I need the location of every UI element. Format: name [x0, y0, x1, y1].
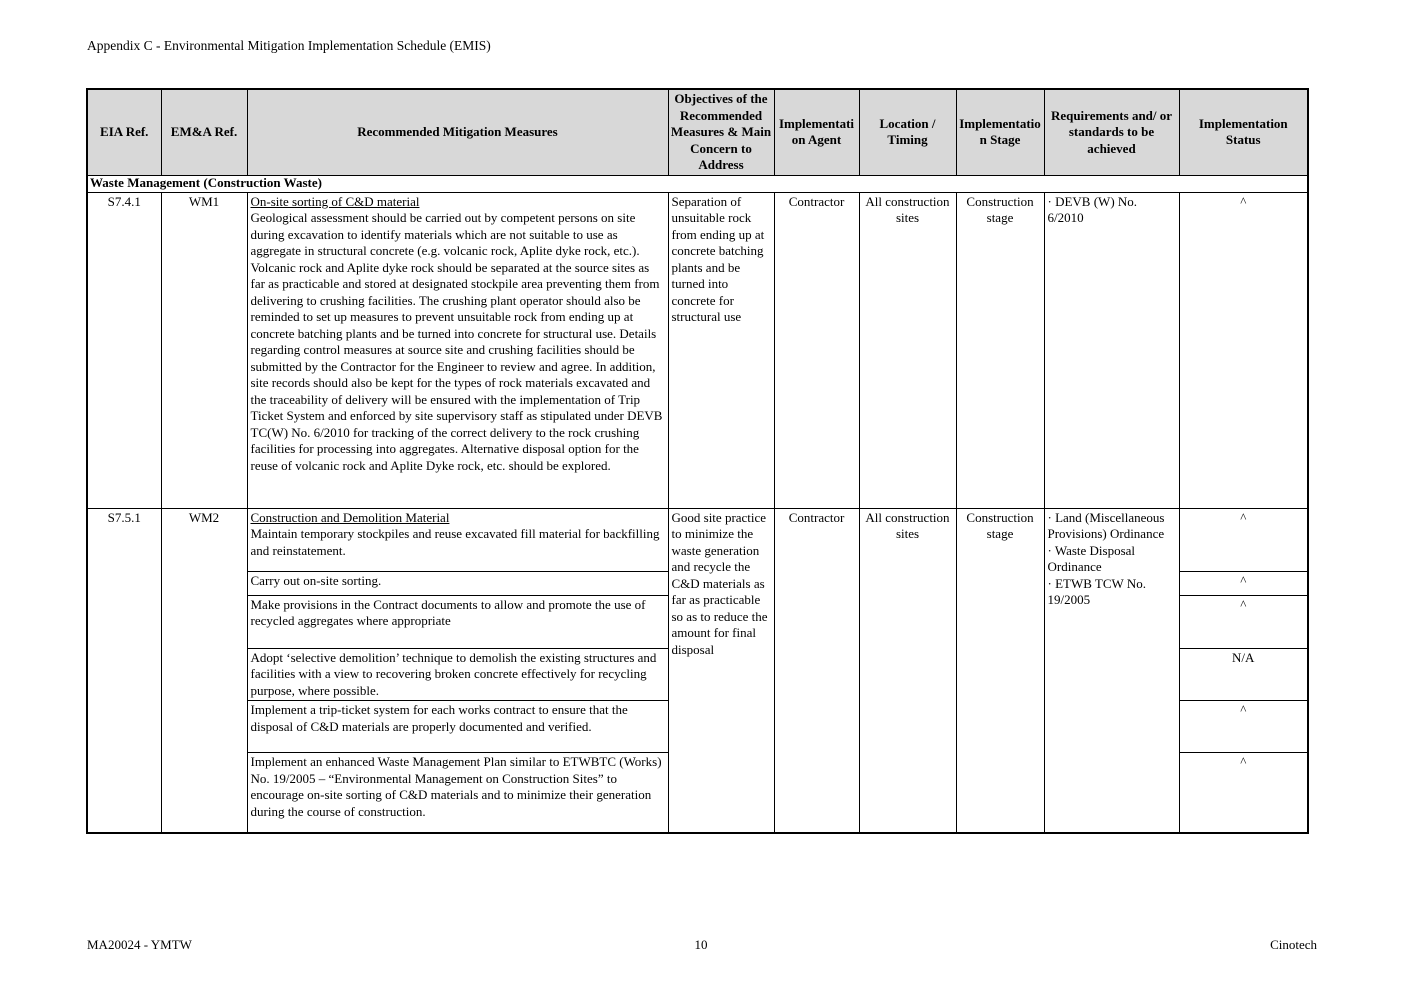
- column-header-status: Implementation Status: [1179, 89, 1308, 175]
- table-row-wm1: [87, 192, 1308, 508]
- agent-cell: Contractor: [774, 192, 859, 508]
- status-cell: ^: [1179, 753, 1308, 833]
- measure-cell: Make provisions in the Contract documents to allow and promote the use of recycled aggregates where appropriate: [247, 595, 668, 648]
- column-header-objectives: Objectives of the Recommended Measures & Main Concern to Address: [668, 89, 774, 175]
- requirements-cell: [1044, 508, 1179, 833]
- stage-cell: Construction stage: [956, 192, 1044, 508]
- measure-body: Geological assessment should be carried out by competent persons on site during excavation to identify materials which are not suitable to use as aggregate in structural concrete (e.g. volcanic rock, Aplite dyke rock, etc.). Volcanic rock and Aplite dyke rock should be separated at the source sites as far as practicable and stored at designated stockpile area preventing them from delivering to crushing facilities. The crushing plant operator should also be reminded to set up measures to prevent unsuitable rock from ending up at concrete batching plants and be turned into concrete for structural use. Details regarding control measures at source site and crushing facilities should be submitted by the Contractor for the Engineer to review and agree. In addition, site records should also be kept for the types of rock materials excavated and the traceability of delivery will be ensured with the implementation of Trip Ticket System and enforced by site supervisory staff as stipulated under DEVB TC(W) No. 6/2010 for tracking of the correct delivery to the rock crushing facilities for processing into aggregates. Alternative disposal option for the reuse of volcanic rock and Aplite Dyke rock, etc. should be explored.: [250, 210, 663, 473]
- stage-cell: Construction stage: [956, 508, 1044, 833]
- measure-cell: Carry out on-site sorting.: [247, 571, 668, 595]
- footer-page-number: 10: [694, 937, 708, 952]
- status-cell: N/A: [1179, 648, 1308, 701]
- column-header-measures: Recommended Mitigation Measures: [247, 89, 668, 175]
- objectives-cell: Good site practice to minimize the waste generation and recycle the C&D materials as far as practicable so as to reduce the amount for final disposal: [668, 508, 774, 833]
- measure-cell: Implement an enhanced Waste Management Plan similar to ETWBTC (Works) No. 19/2005 – “Environmental Management on Construction Sites” to encourage on-site sorting of C&D materials and to minimize their generation during the course of construction.: [247, 753, 668, 833]
- column-header-eia-ref: EIA Ref.: [87, 89, 161, 175]
- status-cell: ^: [1179, 508, 1308, 571]
- status-cell: ^: [1179, 595, 1308, 648]
- eia-ref-cell: S7.4.1: [87, 192, 161, 508]
- requirement-item: · Land (Miscellaneous Provisions) Ordinance: [1047, 509, 1165, 541]
- measure-cell: Implement a trip-ticket system for each works contract to ensure that the disposal of C&D materials are properly documented and verified.: [247, 701, 668, 753]
- measure-cell: [247, 192, 668, 508]
- column-header-stage: Implementation Stage: [956, 89, 1044, 175]
- requirements-cell: [1044, 192, 1179, 508]
- measure-title: On-site sorting of C&D material: [250, 193, 420, 209]
- column-header-ema-ref: EM&A Ref.: [161, 89, 247, 175]
- eia-ref-cell: S7.5.1: [87, 508, 161, 833]
- objectives-cell: Separation of unsuitable rock from ending up at concrete batching plants and be turned into concrete for structural use: [668, 192, 774, 508]
- page-title: Appendix C - Environmental Mitigation Implementation Schedule (EMIS): [87, 38, 491, 53]
- location-cell: All construction sites: [859, 192, 956, 508]
- column-header-agent: Implementation Agent: [774, 89, 859, 175]
- measure-cell: Adopt ‘selective demolition’ technique to demolish the existing structures and facilities with a view to recovering broken concrete effectively for recycling purpose, where possible.: [247, 648, 668, 701]
- footer-document-ref: MA20024 - YMTW: [87, 937, 192, 952]
- status-cell: ^: [1179, 192, 1308, 508]
- status-cell: ^: [1179, 701, 1308, 753]
- measure-title: Construction and Demolition Material: [250, 509, 450, 525]
- footer-company-name: Cinotech: [1270, 937, 1317, 952]
- table-row-wm2-sub1: [87, 508, 1308, 571]
- requirement-item: · ETWB TCW No. 19/2005: [1047, 575, 1146, 607]
- measure-cell: [247, 508, 668, 571]
- requirement-item: · Waste Disposal Ordinance: [1047, 542, 1136, 574]
- status-cell: ^: [1179, 571, 1308, 595]
- location-cell: All construction sites: [859, 508, 956, 833]
- measure-body: Maintain temporary stockpiles and reuse excavated fill material for backfilling and reinstatement.: [250, 526, 660, 558]
- column-header-location-timing: Location / Timing: [859, 89, 956, 175]
- agent-cell: Contractor: [774, 508, 859, 833]
- section-title: Waste Management (Construction Waste): [87, 175, 1308, 192]
- table-header-row: [87, 89, 1308, 175]
- ema-ref-cell: WM2: [161, 508, 247, 833]
- requirement-item: · DEVB (W) No. 6/2010: [1047, 193, 1138, 225]
- emis-table: [86, 88, 1309, 834]
- section-row: [87, 175, 1308, 192]
- column-header-requirements: Requirements and/ or standards to be achieved: [1044, 89, 1179, 175]
- ema-ref-cell: WM1: [161, 192, 247, 508]
